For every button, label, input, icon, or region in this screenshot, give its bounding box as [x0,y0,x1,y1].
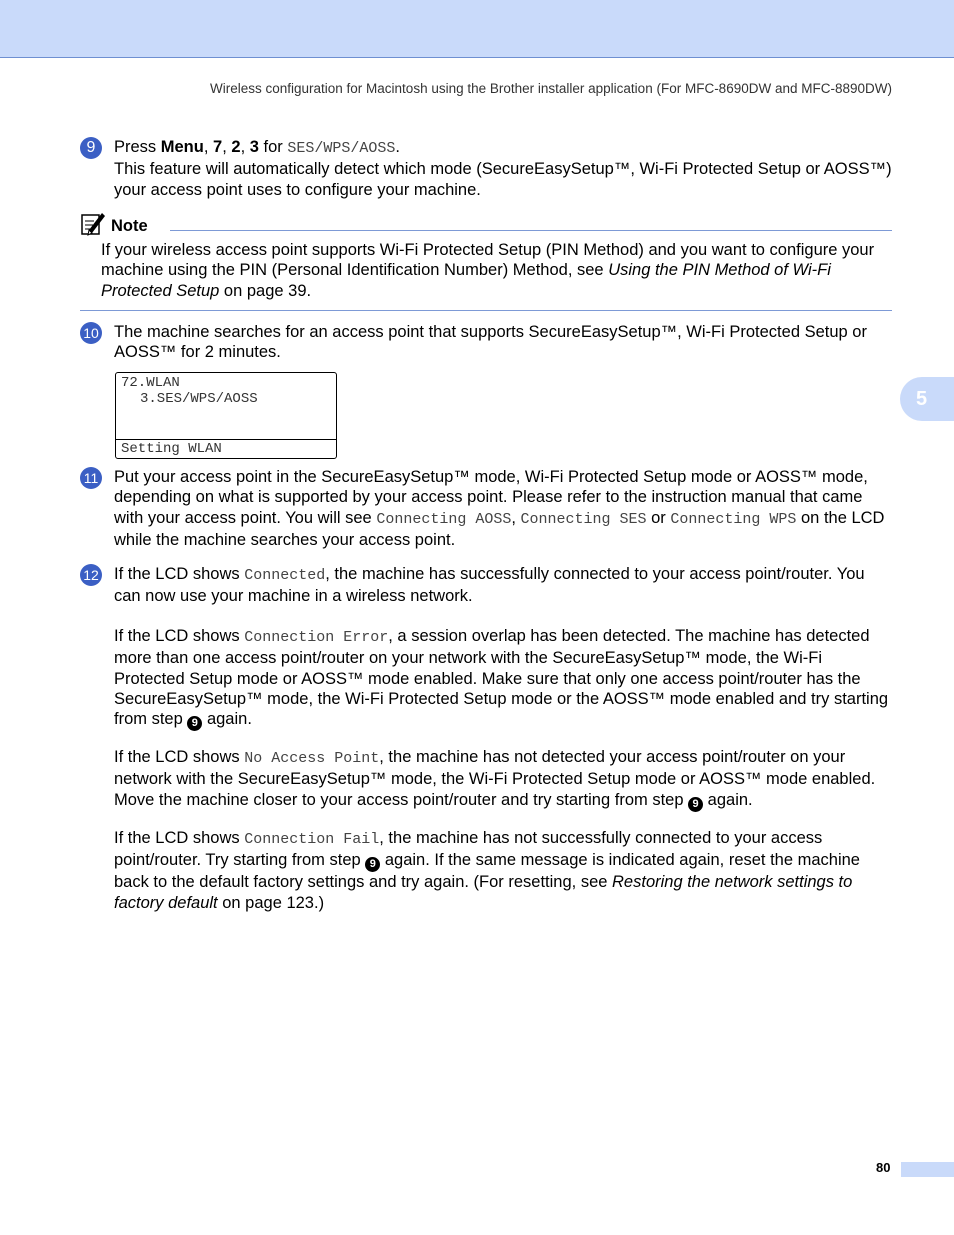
note-text: If your wireless access point supports Wi-Fi Protected Setup (PIN Method) and you want to configure your machine using the PIN (Personal Identification Number) Method, see Using the PIN Method of Wi-Fi Protected Setup on page 39. [101,241,875,300]
chapter-tab: 5 [900,377,954,421]
link-pin-method[interactable]: Using the PIN Method of Wi-Fi Protected Setup [101,261,831,300]
step-number: 10 [80,322,102,344]
page-number: 80 [876,1160,891,1175]
lcd-line-1: 72.WLAN [121,375,180,391]
step-number: 11 [80,467,102,489]
lcd-display [115,372,337,459]
footer-bar [901,1162,954,1177]
step-ref-icon[interactable]: 9 [365,857,380,872]
step-ref-icon[interactable]: 9 [688,797,703,812]
paragraph-no-access-point: If the LCD shows No Access Point, the machine has not detected your access point/router on your network with the SecureEasySetup™ mode, the Wi-Fi Protected Setup mode or AOSS™ mode enabled. Move the machine closer to your access point/router and try starting from step 9 again. [114,748,876,810]
lcd-code: Connection Fail [244,831,380,848]
step-number: 9 [80,137,102,159]
note-pencil-icon [80,210,106,236]
note-label: Note [111,217,148,235]
link-restoring-defaults[interactable]: Restoring the network settings to factory default [114,873,853,912]
lcd-code: Connecting SES [520,510,647,528]
lcd-line-2: 3.SES/WPS/AOSS [140,391,258,407]
note-rule [170,230,892,231]
lcd-code: No Access Point [244,750,380,767]
step-text: The machine searches for an access point that supports SecureEasySetup™, Wi-Fi Protected Setup or AOSS™ for 2 minutes. [114,323,867,362]
lcd-code: Connecting AOSS [376,510,512,528]
running-head: Wireless configuration for Macintosh using the Brother installer application (For MFC-8690DW and MFC-8890DW) [209,81,892,96]
note-box [80,208,892,311]
lcd-code: Connecting WPS [670,510,797,528]
lcd-code: Connected [244,567,326,584]
step-text: If the LCD shows Connected, the machine has successfully connected to your access point/router. You can now use your machine in a wireless network. [114,565,865,606]
step-ref-icon[interactable]: 9 [187,716,202,731]
lcd-code: Connection Error [244,629,389,646]
header-bar [0,0,954,58]
lcd-status: Setting WLAN [121,441,222,457]
step-text: Put your access point in the SecureEasySetup™ mode, Wi-Fi Protected Setup mode or AOSS™ mode, depending on what is supported by your access point. Please refer to the instruction manual that came with your access point. You will see Connecting AOSS, Connecting SES or Connecting WPS on the LCD while the machine searches your access point. [114,468,885,549]
paragraph-connection-fail: If the LCD shows Connection Fail, the machine has not successfully connected to your access point/router. Try starting from step 9 again. If the same message is indicated again, reset the machine back to the default factory settings and try again. (For resetting, see Restoring the network settings to factory default on page 123.) [114,829,860,912]
step-text: Press Menu, 7, 2, 3 for SES/WPS/AOSS. This feature will automatically detect which mode (SecureEasySetup™, Wi-Fi Protected Setup or AOSS™) your access point uses to configure your machine. [114,138,892,199]
step-number: 12 [80,564,102,586]
lcd-code: SES/WPS/AOSS [287,140,396,157]
lcd-divider [116,439,336,440]
paragraph-connection-error: If the LCD shows Connection Error, a session overlap has been detected. The machine has detected more than one access point/router on your network with the SecureEasySetup™ mode, the Wi-Fi Protected Setup mode or AOSS™ mode enabled. Make sure that only one access point/router has the SecureEasySetup™ mode, the Wi-Fi Protected Setup mode or the AOSS™ mode enabled and try starting from step 9 again. [114,627,889,730]
